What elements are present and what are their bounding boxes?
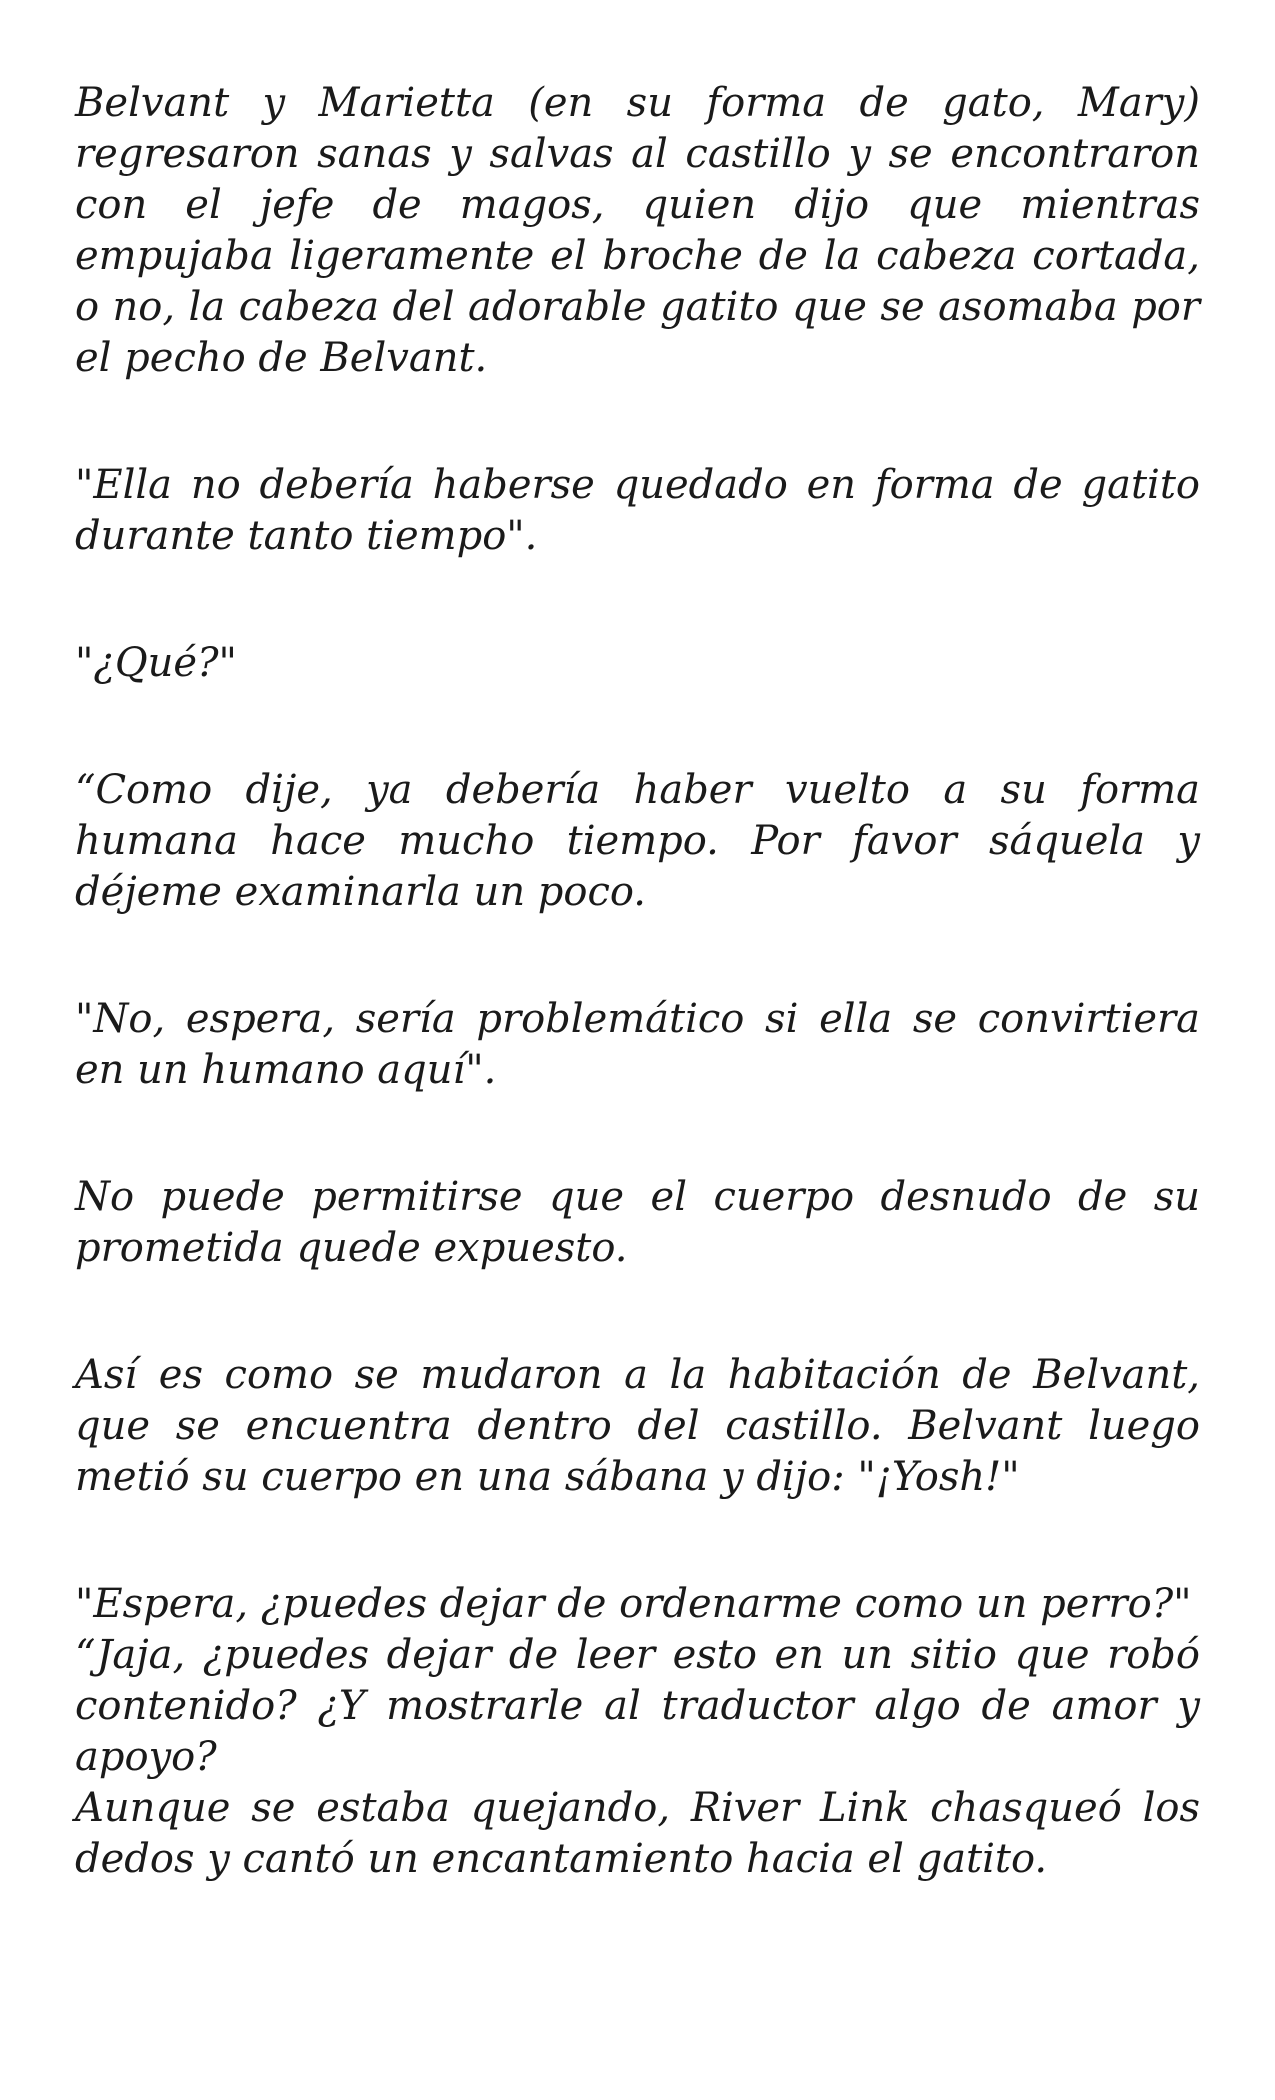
paragraph-5: "No, espera, sería problemático si ella se convirtiera en un humano aquí". <box>75 996 1200 1093</box>
paragraph-8: "Espera, ¿puedes dejar de ordenarme como un perro?" <box>75 1581 1192 1627</box>
paragraph-7: Así es como se mudaron a la habitación de Belvant, que se encuentra dentro del castillo. Belvant luego metió su cuerpo en una sábana y dijo: "¡Yosh!" <box>75 1352 1200 1500</box>
document-body <box>75 78 1200 1885</box>
paragraph-6: No puede permitirse que el cuerpo desnudo de su prometida quede expuesto. <box>75 1174 1200 1271</box>
paragraph-9: “Jaja, ¿puedes dejar de leer esto en un sitio que robó contenido? ¿Y mostrarle al traductor algo de amor y apoyo? <box>75 1632 1200 1780</box>
paragraph-10: Aunque se estaba quejando, River Link chasqueó los dedos y cantó un encantamiento hacia el gatito. <box>75 1785 1200 1882</box>
paragraph-3: "¿Qué?" <box>75 640 237 686</box>
paragraph-1: Belvant y Marietta (en su forma de gato, Mary) regresaron sanas y salvas al castillo y se encontraron con el jefe de magos, quien dijo que mientras empujaba ligeramente el broche de la cabeza cortada, o no, la cabeza del adorable gatito que se asomaba por el pecho de Belvant. <box>75 80 1200 381</box>
paragraph-4: “Como dije, ya debería haber vuelto a su forma humana hace mucho tiempo. Por favor sáquela y déjeme examinarla un poco. <box>75 767 1200 915</box>
paragraph-2: "Ella no debería haberse quedado en forma de gatito durante tanto tiempo". <box>75 462 1200 559</box>
